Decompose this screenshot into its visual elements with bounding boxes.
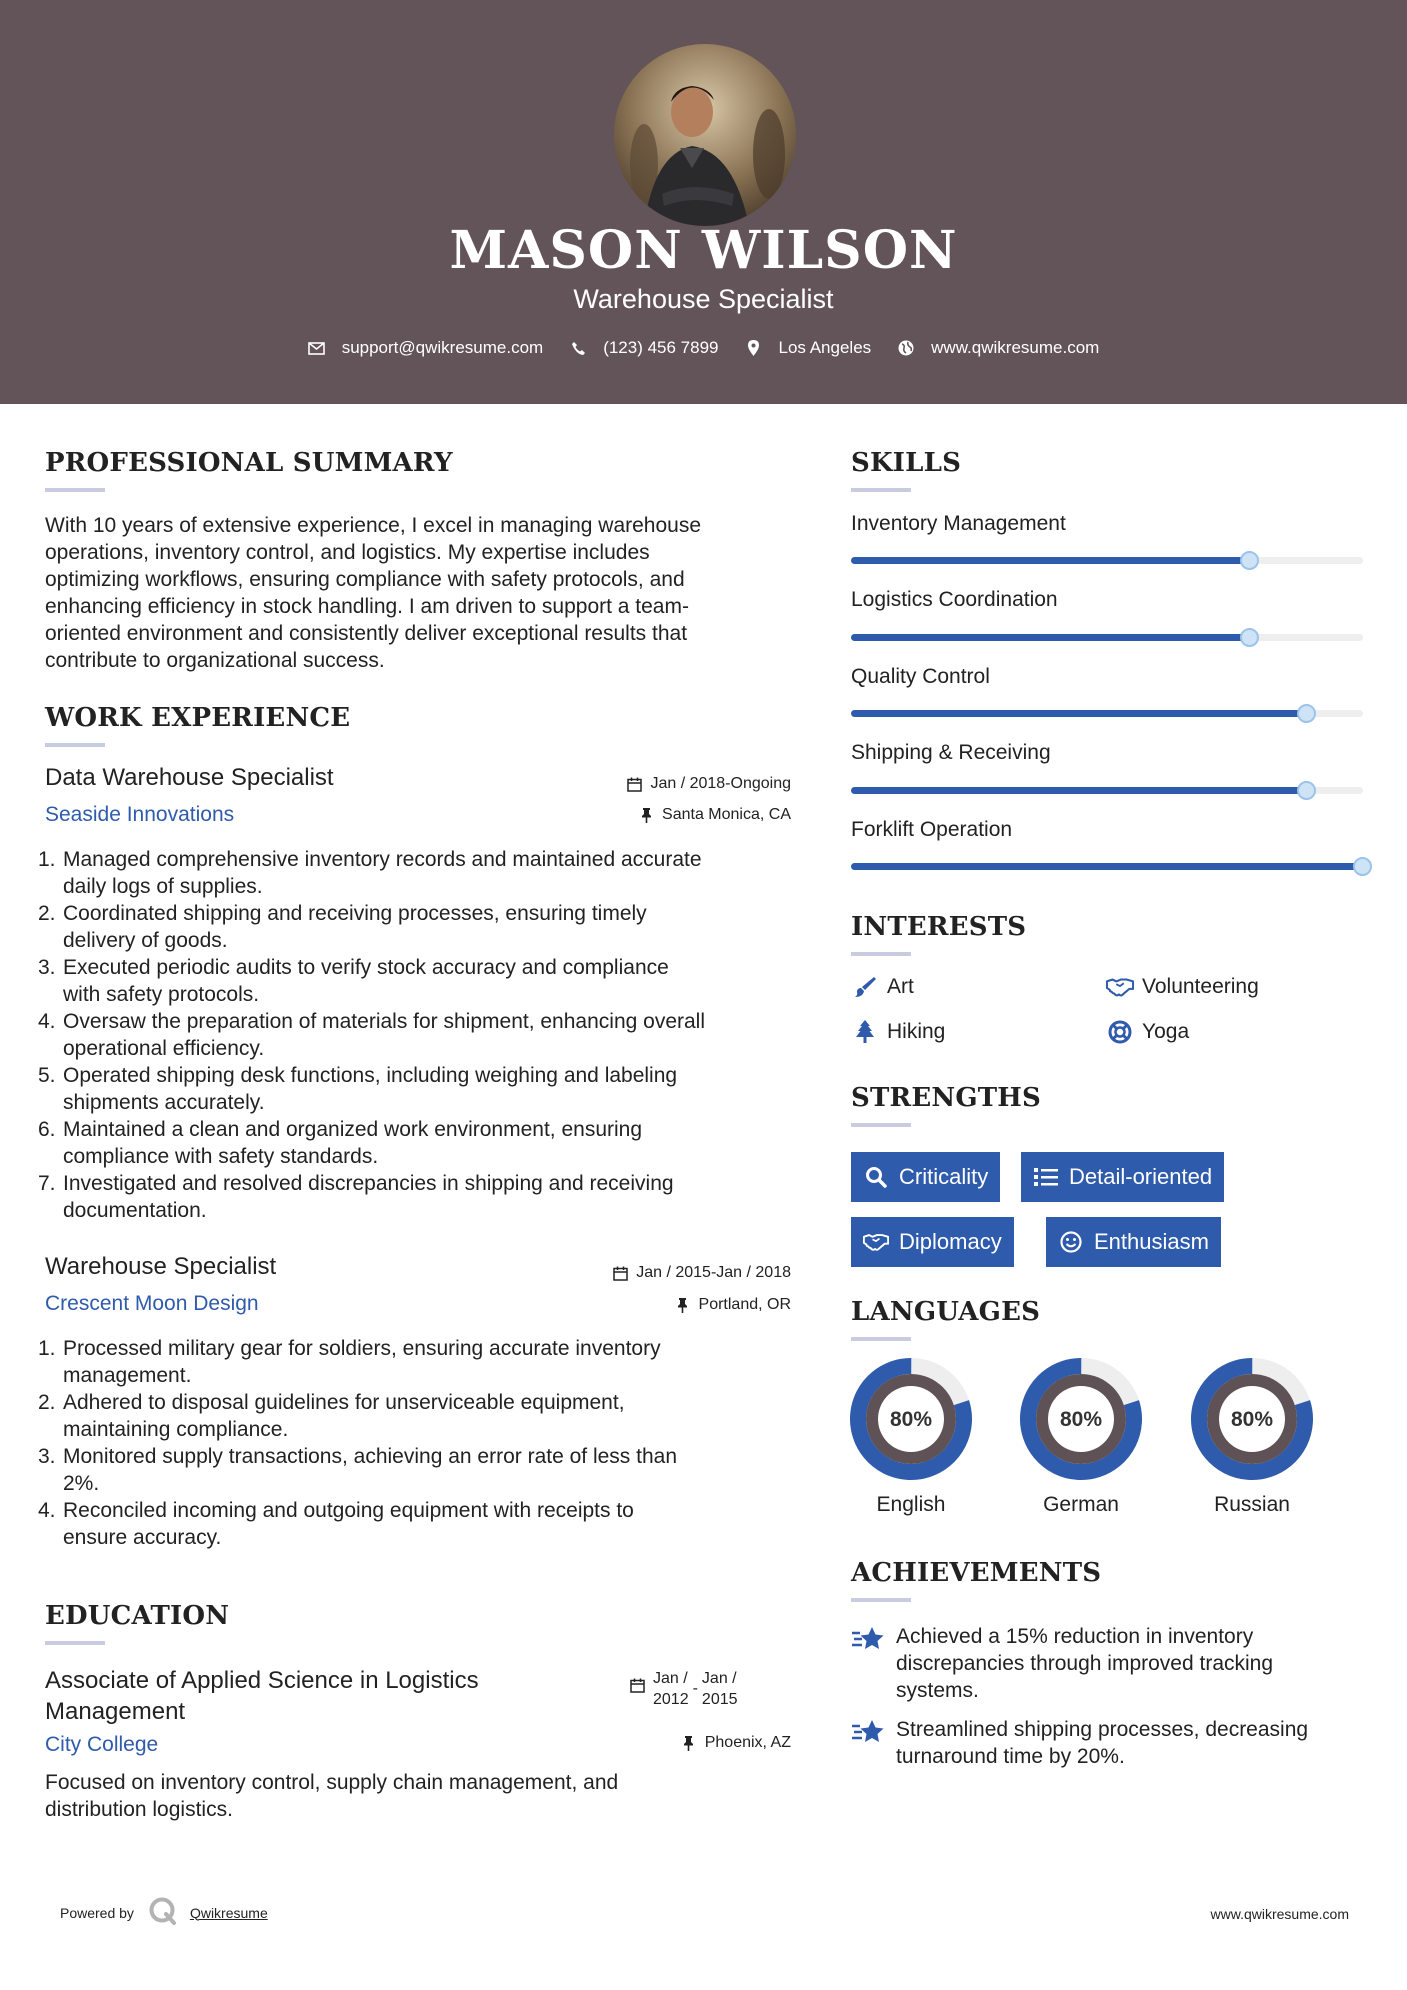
list-item: 6. Maintained a clean and organized work environment, ensuring compliance with safety standards.: [38, 1118, 643, 1168]
skill-bar-fill: [851, 787, 1307, 794]
interest-item: Art: [851, 975, 914, 999]
language-donut: [850, 1358, 972, 1480]
strength-badge: Criticality: [851, 1152, 1000, 1202]
job-dates-text: Jan / 2018-Ongoing: [650, 775, 791, 792]
skills-divider: [851, 488, 911, 492]
contact-location-text: Los Angeles: [778, 338, 872, 357]
skill-bar: [851, 863, 1363, 870]
interest-item: Yoga: [1106, 1020, 1189, 1044]
skill-bar-fill: [851, 557, 1250, 564]
job-location-text: Portland, OR: [698, 1296, 791, 1313]
map-marker-icon: [745, 339, 763, 357]
contact-phone[interactable]: [569, 338, 718, 358]
summary-line: enhancing efficiency in stock handling. I am driven to support a team-: [45, 595, 689, 618]
job-company: Crescent Moon Design: [45, 1292, 259, 1315]
pushpin-icon: [675, 1297, 691, 1313]
skill-name: Forklift Operation: [851, 818, 1013, 841]
achievement-item: Streamlined shipping processes, decreasing turnaround time by 20%.: [851, 1716, 1371, 1770]
profile-photo: [614, 44, 796, 226]
summary-text: [45, 512, 805, 674]
education-location: [560, 1734, 791, 1752]
smile-icon: [1058, 1230, 1084, 1254]
calendar-icon: [630, 1678, 645, 1710]
paintbrush-icon: [851, 975, 879, 999]
language-name: German: [1043, 1493, 1119, 1516]
interests-divider: [851, 952, 911, 956]
list-item: 4. Oversaw the preparation of materials for shipment, enhancing overall operational efficiency.: [38, 1010, 705, 1060]
skill-bar-fill: [851, 634, 1250, 641]
strength-badge: Enthusiasm: [1046, 1217, 1221, 1267]
job-responsibilities: [38, 846, 815, 1224]
list-item: 5. Operated shipping desk functions, including weighing and labeling shipments accurately.: [38, 1064, 678, 1114]
phone-icon: [569, 339, 587, 357]
pushpin-icon: [638, 807, 654, 823]
job-location: [560, 1296, 791, 1314]
job-role: Warehouse Specialist: [45, 1253, 277, 1280]
list-item: 1. Managed comprehensive inventory records and maintained accurate daily logs of supplies.: [38, 848, 702, 898]
candidate-name: MASON WILSON: [449, 220, 958, 281]
job-role: Data Warehouse Specialist: [45, 764, 334, 791]
lifering-icon: [1106, 1020, 1134, 1044]
education-date-start: Jan / 2012: [653, 1670, 689, 1708]
contact-website-text: www.qwikresume.com: [931, 338, 1100, 357]
list-item: 4. Reconciled incoming and outgoing equipment with receipts to ensure accuracy.: [38, 1499, 634, 1549]
skill-bar-knob: [1297, 704, 1316, 723]
job-dates: [560, 775, 791, 793]
skill-name: Logistics Coordination: [851, 588, 1058, 611]
contact-website[interactable]: [897, 338, 1099, 358]
interest-item: Volunteering: [1106, 975, 1259, 999]
resume-header: [0, 0, 1407, 404]
job-location: [560, 806, 791, 824]
shooting-star-icon: [851, 1625, 886, 1704]
list-item: 3. Monitored supply transactions, achieving an error rate of less than 2%.: [38, 1445, 677, 1495]
summary-line: operations, inventory control, and logistics. My expertise includes: [45, 541, 650, 564]
shooting-star-icon: [851, 1718, 886, 1770]
powered-by-label: Powered by: [60, 1904, 134, 1921]
language-percent: 80%: [1059, 1408, 1103, 1431]
skills-heading: SKILLS: [851, 448, 962, 478]
language-donut: [1020, 1358, 1142, 1480]
contact-location: [745, 338, 872, 358]
search-icon: [863, 1165, 889, 1189]
school-name: City College: [45, 1733, 159, 1756]
contact-email-text: support@qwikresume.com: [341, 338, 544, 357]
languages-divider: [851, 1337, 911, 1341]
skill-bar-knob: [1353, 857, 1372, 876]
skill-bar: [851, 710, 1363, 717]
footer-url[interactable]: www.qwikresume.com: [1210, 1906, 1349, 1922]
education-heading: EDUCATION: [45, 1601, 230, 1631]
skill-bar-knob: [1240, 628, 1259, 647]
languages-heading: LANGUAGES: [851, 1297, 1041, 1327]
brand-link[interactable]: Qwikresume: [189, 1904, 268, 1921]
language-percent: 80%: [889, 1408, 933, 1431]
list-item: 7. Investigated and resolved discrepancies in shipping and receiving documentation.: [38, 1172, 674, 1222]
tree-icon: [851, 1020, 879, 1044]
summary-line: oriented environment and consistently deliver exceptional results that: [45, 622, 688, 645]
handshake-icon: [1106, 975, 1134, 999]
language-item: [1191, 1358, 1313, 1517]
summary-line: With 10 years of extensive experience, I excel in managing warehouse: [45, 514, 702, 537]
strengths-divider: [851, 1123, 911, 1127]
job-responsibilities: [38, 1335, 815, 1551]
footer-powered-by: [60, 1896, 268, 1929]
language-name: English: [876, 1493, 946, 1516]
skill-bar-knob: [1240, 551, 1259, 570]
summary-line: contribute to organizational success.: [45, 649, 385, 672]
skill-bar-fill: [851, 710, 1307, 717]
candidate-title: Warehouse Specialist: [573, 284, 834, 314]
job-company: Seaside Innovations: [45, 803, 235, 826]
skill-name: Shipping & Receiving: [851, 741, 1051, 764]
job-dates: [540, 1264, 791, 1282]
contact-email[interactable]: [308, 338, 544, 358]
skill-bar: [851, 787, 1363, 794]
strength-badge: Diplomacy: [851, 1217, 1014, 1267]
language-item: [850, 1358, 972, 1517]
achievements-heading: ACHIEVEMENTS: [851, 1558, 1102, 1588]
qwikresume-logo-icon: [148, 1896, 178, 1929]
skill-name: Inventory Management: [851, 512, 1066, 535]
education-location-text: Phoenix, AZ: [704, 1734, 791, 1751]
job-dates-text: Jan / 2015-Jan / 2018: [636, 1264, 791, 1281]
job-location-text: Santa Monica, CA: [662, 806, 791, 823]
skill-bar: [851, 634, 1363, 641]
skill-name: Quality Control: [851, 665, 990, 688]
language-name: Russian: [1214, 1493, 1290, 1516]
skill-bar-knob: [1297, 781, 1316, 800]
envelope-icon: [308, 339, 326, 357]
calendar-icon: [626, 776, 642, 792]
contact-bar: [0, 338, 1407, 358]
list-icon: [1033, 1165, 1059, 1189]
list-item: 1. Processed military gear for soldiers, ensuring accurate inventory management.: [38, 1337, 661, 1387]
summary-line: optimizing workflows, ensuring compliance with safety protocols, and: [45, 568, 685, 591]
handshake-icon: [863, 1230, 889, 1254]
list-item: 3. Executed periodic audits to verify stock accuracy and compliance with safety protocols.: [38, 956, 669, 1006]
list-item: 2. Adhered to disposal guidelines for unserviceable equipment, maintaining compliance.: [38, 1391, 625, 1441]
contact-phone-text: (123) 456 7899: [603, 338, 719, 357]
degree-title: Associate of Applied Science in Logistics Management: [45, 1667, 479, 1725]
skill-bar: [851, 557, 1363, 564]
list-item: 2. Coordinated shipping and receiving processes, ensuring timely delivery of goods.: [38, 902, 647, 952]
pushpin-icon: [681, 1735, 697, 1751]
globe-icon: [897, 339, 915, 357]
interest-item: Hiking: [851, 1020, 945, 1044]
achievement-item: Achieved a 15% reduction in inventory discrepancies through improved tracking systems.: [851, 1623, 1371, 1704]
skill-bar-fill: [851, 863, 1363, 870]
education-date-end: Jan / 2015: [701, 1670, 738, 1708]
strength-badge: Detail-oriented: [1021, 1152, 1224, 1202]
education-dates: Jan / 2012 - Jan / 2015: [630, 1668, 738, 1710]
work-divider: [45, 743, 105, 747]
summary-divider: [45, 488, 105, 492]
language-item: [1020, 1358, 1142, 1517]
interests-heading: INTERESTS: [851, 912, 1027, 942]
calendar-icon: [612, 1265, 628, 1281]
language-donut: [1191, 1358, 1313, 1480]
summary-heading: PROFESSIONAL SUMMARY: [45, 448, 453, 478]
achievements-divider: [851, 1598, 911, 1602]
work-heading: WORK EXPERIENCE: [45, 703, 351, 733]
education-description: Focused on inventory control, supply chain management, and distribution logistics.: [45, 1771, 619, 1821]
strengths-heading: STRENGTHS: [851, 1083, 1042, 1113]
language-percent: 80%: [1230, 1408, 1274, 1431]
education-divider: [45, 1641, 105, 1645]
